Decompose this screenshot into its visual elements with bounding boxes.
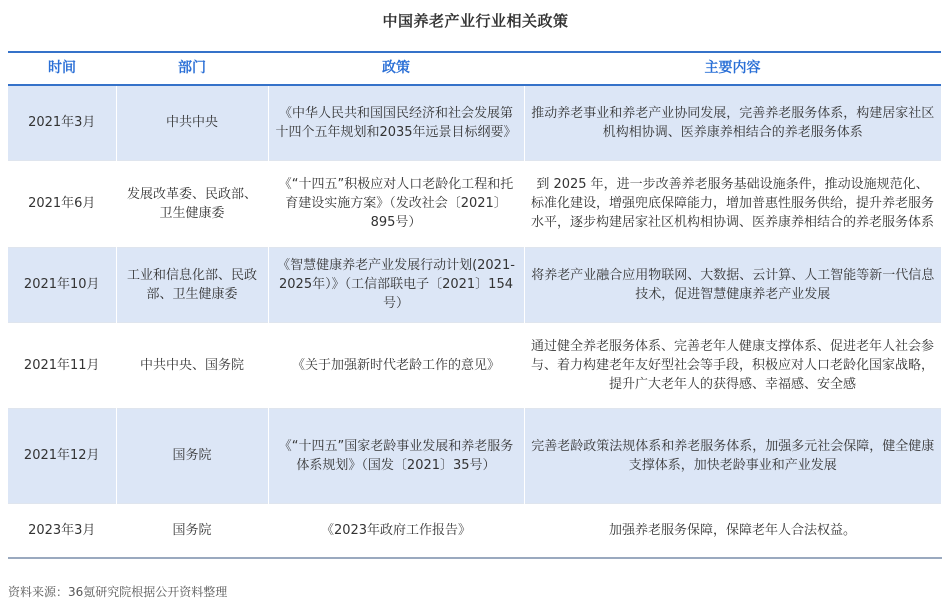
header-time: 时间 [8,52,116,85]
cell-time: 2023年3月 [8,503,116,558]
cell-time: 2021年10月 [8,247,116,322]
source-note: 资料来源：36氪研究院根据公开资料整理 [8,585,228,599]
cell-content: 到 2025 年，进一步改善养老服务基础设施条件，推动设施规范化、标准化建设，增强兜底保障能力，增加普惠性服务供给，提升养老服务水平，逐步构建居家社区机构相协调、医养康养相结合的养老服务体系 [524,160,941,247]
cell-time: 2021年3月 [8,85,116,160]
cell-dept: 中共中央 [116,85,268,160]
cell-time: 2021年12月 [8,408,116,503]
cell-content: 加强养老服务保障，保障老年人合法权益。 [524,503,941,558]
cell-dept: 发展改革委、民政部、卫生健康委 [116,160,268,247]
header-policy: 政策 [268,52,524,85]
cell-dept: 工业和信息化部、民政部、卫生健康委 [116,247,268,322]
cell-content: 将养老产业融合应用物联网、大数据、云计算、人工智能等新一代信息技术，促进智慧健康养老产业发展 [524,247,941,322]
cell-content: 通过健全养老服务体系、完善老年人健康支撑体系、促进老年人社会参与、着力构建老年友好型社会等手段，积极应对人口老龄化国家战略，提升广大老年人的获得感、幸福感、安全感 [524,322,941,408]
cell-policy: 《中华人民共和国国民经济和社会发展第十四个五年规划和2035年远景目标纲要》 [268,85,524,160]
cell-content: 完善老龄政策法规体系和养老服务体系，加强多元社会保障，健全健康支撑体系，加快老龄事业和产业发展 [524,408,941,503]
header-dept: 部门 [116,52,268,85]
cell-policy: 《“十四五”积极应对人口老龄化工程和托育建设实施方案》（发改社会〔2021〕895号） [268,160,524,247]
table-row [8,247,941,322]
table-row [8,85,941,160]
cell-time: 2021年6月 [8,160,116,247]
cell-content: 推动养老事业和养老产业协同发展，完善养老服务体系，构建居家社区机构相协调、医养康养相结合的养老服务体系 [524,85,941,160]
cell-policy: 《智慧健康养老产业发展行动计划(2021-2025年）》（工信部联电子〔2021〕154号） [268,247,524,322]
table-row [8,503,941,558]
cell-policy: 《2023年政府工作报告》 [268,503,524,558]
cell-time: 2021年11月 [8,322,116,408]
cell-policy: 《“十四五”国家老龄事业发展和养老服务体系规划》（国发〔2021〕35号） [268,408,524,503]
table-header-row [8,52,941,85]
cell-policy: 《关于加强新时代老龄工作的意见》 [268,322,524,408]
policy-table [8,51,942,559]
page-title: 中国养老产业行业相关政策 [382,12,569,30]
table-row [8,408,941,503]
cell-dept: 中共中央、国务院 [116,322,268,408]
header-content: 主要内容 [524,52,941,85]
cell-dept: 国务院 [116,408,268,503]
cell-dept: 国务院 [116,503,268,558]
table-row [8,160,941,247]
table-row [8,322,941,408]
